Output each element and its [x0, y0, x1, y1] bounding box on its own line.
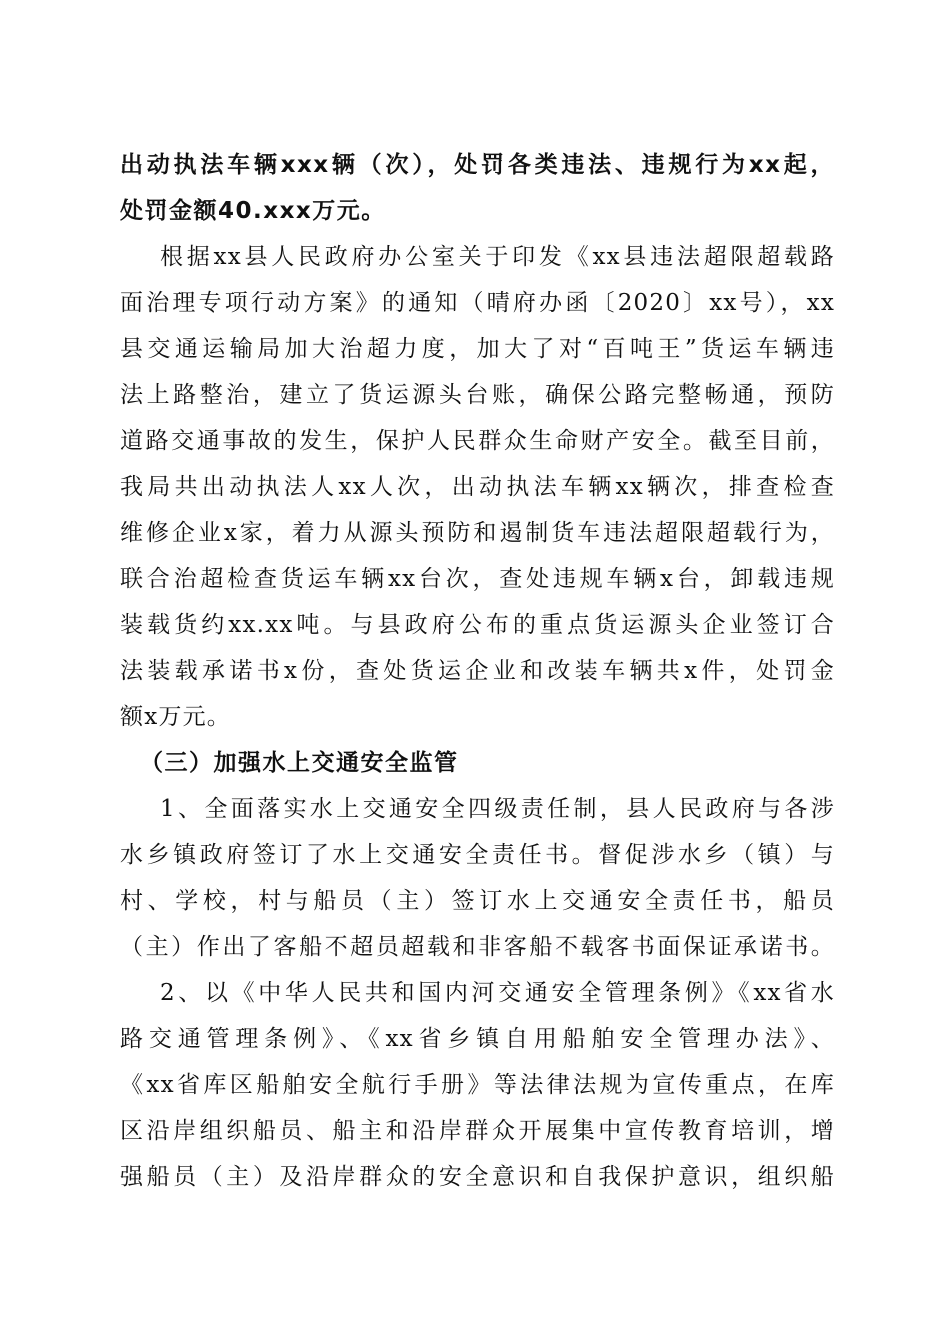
text-line: 村、学校，村与船员（主）签订水上交通安全责任书，船员: [120, 888, 835, 914]
text-line: 县交通运输局加大治超力度，加大了对“百吨王”货运车辆违: [120, 336, 835, 362]
text-line: 维修企业x家，着力从源头预防和遏制货车违法超限超载行为，: [120, 520, 835, 546]
text-line: 《xx省库区船舶安全航行手册》等法律法规为宣传重点，在库: [120, 1072, 835, 1098]
text-line: 装载货约xx.xx吨。与县政府公布的重点货运源头企业签订合: [120, 612, 835, 638]
text-line: 法上路整治，建立了货运源头台账，确保公路完整畅通，预防: [120, 382, 835, 408]
paragraph-start-line: 2、以《中华人民共和国内河交通安全管理条例》《xx省水: [160, 980, 835, 1006]
text-line: 道路交通事故的发生，保护人民群众生命财产安全。截至目前，: [120, 428, 835, 454]
text-line: 联合治超检查货运车辆xx台次，查处违规车辆x台，卸载违规: [120, 566, 835, 592]
document-body: [120, 142, 835, 1200]
text-line: 区沿岸组织船员、船主和沿岸群众开展集中宣传教育培训，增: [120, 1118, 835, 1144]
text-line: 面治理专项行动方案》的通知（晴府办函〔2020〕xx号），xx: [120, 290, 835, 316]
text-line: （主）作出了客船不超员超载和非客船不载客书面保证承诺书。: [120, 934, 835, 960]
section-heading: （三）加强水上交通安全监管: [140, 750, 459, 776]
text-line: 路交通管理条例》、《xx省乡镇自用船舶安全管理办法》、: [120, 1026, 835, 1052]
paragraph-start-line: 1、全面落实水上交通安全四级责任制，县人民政府与各涉: [160, 796, 835, 822]
text-line: 我局共出动执法人xx人次，出动执法车辆xx辆次，排查检查: [120, 474, 835, 500]
paragraph-start-line: 根据xx县人民政府办公室关于印发《xx县违法超限超载路: [160, 244, 835, 270]
text-line: 出动执法车辆xxx辆（次），处罚各类违法、违规行为xx起，: [120, 152, 835, 178]
text-line: 强船员（主）及沿岸群众的安全意识和自我保护意识，组织船: [120, 1164, 835, 1190]
text-line: 法装载承诺书x份，查处货运企业和改装车辆共x件，处罚金: [120, 658, 835, 684]
text-line: 处罚金额40.xxx万元。: [120, 198, 386, 224]
text-line: 水乡镇政府签订了水上交通安全责任书。督促涉水乡（镇）与: [120, 842, 835, 868]
text-line: 额x万元。: [120, 704, 231, 730]
